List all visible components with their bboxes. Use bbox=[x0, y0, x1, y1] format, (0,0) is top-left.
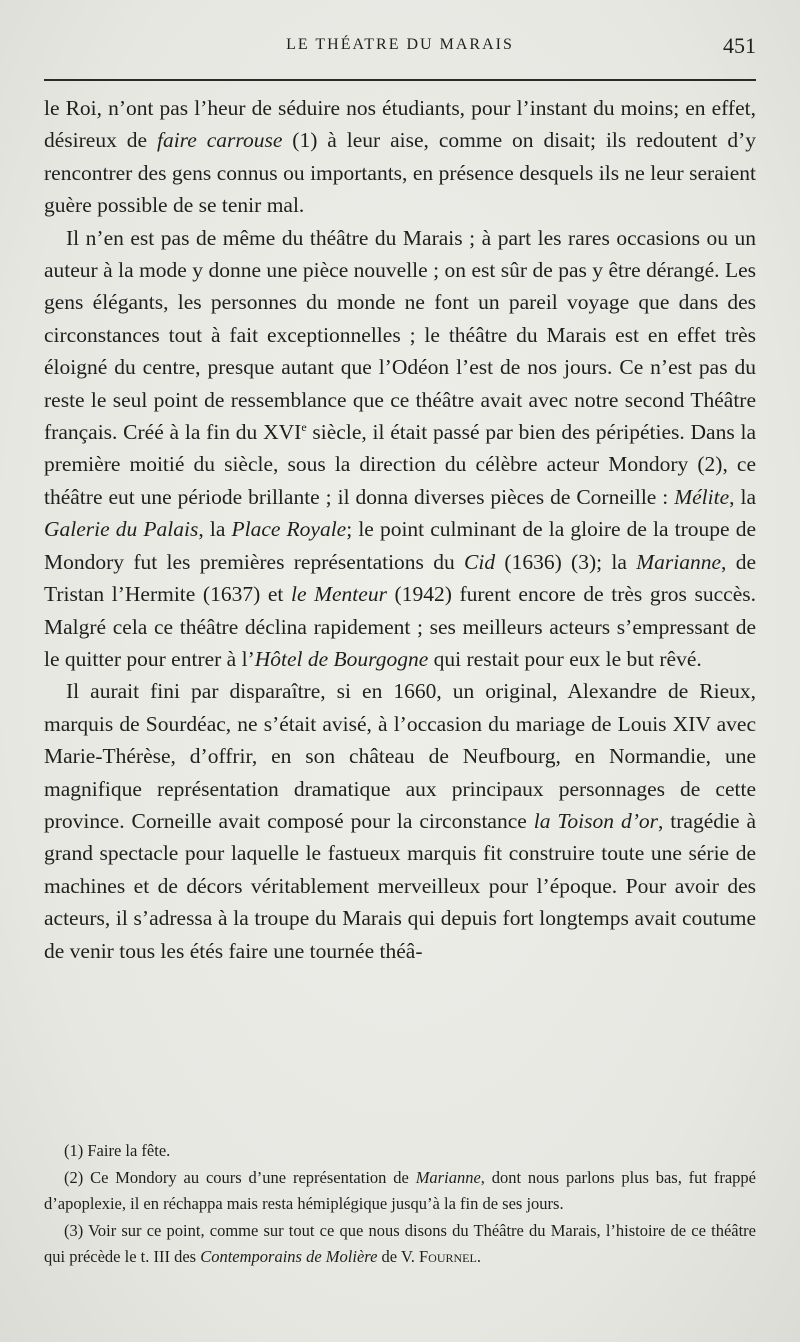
footnote-3 bbox=[44, 1218, 756, 1271]
italic-title: Marianne bbox=[636, 549, 722, 574]
text-run: ; le point culminant de la gloire de la troupe de Mondory fut les premières représentations du bbox=[44, 517, 756, 574]
italic-title: Marianne bbox=[415, 1167, 481, 1187]
page-number: 451 bbox=[723, 33, 756, 58]
text-run: (2) Ce Mondory au cours d’une représentation de bbox=[64, 1167, 416, 1187]
italic-title: Galerie du Palais bbox=[44, 517, 199, 542]
text-run: siècle, il était passé par bien des péripéties. Dans la première moitié du siècle, sous la direction du célèbre acteur Mondory (2), ce théâtre eut une période brillante ; il donna diverses pièces de Corneille : bbox=[44, 420, 757, 509]
page-header bbox=[44, 33, 756, 66]
italic-title: le Menteur bbox=[290, 582, 387, 607]
text-run: Il n’en est pas de même du théâtre du Marais ; à part les rares occasions ou un auteur à la mode y donne une pièce nouvelle ; on est sûr de pas y être dérangé. Les gens élégants, les personnes du monde ne font un pareil voyage que dans des circonstances tout à fait exceptionnelles ; le théâtre du Marais est en effet très éloigné du centre, presque autant que l’Odéon l’est de nos jours. Ce n’est pas du reste le seul point de ressemblance que ce théâtre avait avec notre second Théâtre français. Créé à la fin du XVI bbox=[44, 225, 756, 445]
italic-title: Mélite bbox=[674, 484, 730, 509]
text-run: (3) Voir sur ce point, comme sur tout ce que nous disons du Théâtre du Marais, l’histoire de ce théâtre qui précède le t. III des bbox=[44, 1220, 756, 1267]
text-run: , la bbox=[729, 484, 756, 509]
superscript: e bbox=[301, 419, 307, 434]
main-text bbox=[44, 92, 756, 967]
text-run: qui restait pour eux le but rêvé. bbox=[428, 646, 702, 671]
header-rule bbox=[44, 79, 756, 81]
paragraph-3 bbox=[44, 675, 756, 967]
text-run: , la bbox=[198, 517, 232, 542]
italic-title: Place Royale bbox=[231, 517, 347, 542]
text-run: , dont nous parlons plus bas, fut frappé d’apoplexie, il en réchappa mais resta hémiplégique jusqu’à la fin de ses jours. bbox=[44, 1167, 756, 1214]
footnotes bbox=[44, 1138, 756, 1271]
paragraph-2 bbox=[44, 222, 756, 676]
text-run: , de Tristan l’Hermite (1637) et bbox=[44, 549, 756, 607]
text-run: (1942) furent encore de très gros succès. Malgré cela ce théâtre déclina rapidement ; ses meilleurs acteurs s’empressant de le quitter pour entrer à l’ bbox=[44, 582, 756, 671]
paragraph-1 bbox=[44, 92, 756, 222]
italic-title: Contemporains de Molière bbox=[200, 1247, 378, 1267]
text-run: le Roi, n’ont pas l’heur de séduire nos étudiants, pour l’instant du moins; en effet, désireux de bbox=[44, 96, 756, 153]
footnote-2 bbox=[44, 1165, 756, 1218]
text-run: (1) Faire la fête. bbox=[64, 1141, 171, 1160]
text-run: , tragédie à grand spectacle pour laquelle le fastueux marquis fit construire toute une série de machines et de décors véritablement merveilleux pour l’époque. Pour avoir des acteurs, il s’adressa à la troupe du Marais qui depuis fort longtemps avait coutume de venir tous les étés faire une tournée théâ- bbox=[44, 808, 757, 963]
text-run: Il aurait fini par disparaître, si en 1660, un original, Alexandre de Rieux, marquis de Sourdéac, ne s’était avisé, à l’occasion du mariage de Louis XIV avec Marie-Thérèse, d’offrir, en son château de Neufbourg, en Normandie, une magnifique représentation dramatique aux principaux personnages de cette province. Corneille avait composé pour la circonstance bbox=[44, 679, 756, 833]
text-run: de V. bbox=[377, 1247, 419, 1267]
italic-title: la Toison d’or bbox=[533, 808, 658, 833]
italic-title: Cid bbox=[464, 549, 496, 574]
running-head: LE THÉATRE DU MARAIS bbox=[286, 36, 514, 53]
text-run: . bbox=[476, 1247, 481, 1267]
author-name: Fournel bbox=[419, 1247, 477, 1267]
text-run: (1) à leur aise, comme on disait; ils redoutent d’y rencontrer des gens connus ou importants, en présence desquels ils ne leur seraient guère possible de se tenir mal. bbox=[44, 128, 756, 218]
italic-title: Hôtel de Bourgogne bbox=[254, 646, 429, 671]
italic-text: faire carrouse bbox=[156, 128, 283, 153]
footnote-1 bbox=[44, 1138, 756, 1165]
text-run: (1636) (3); la bbox=[495, 549, 637, 574]
